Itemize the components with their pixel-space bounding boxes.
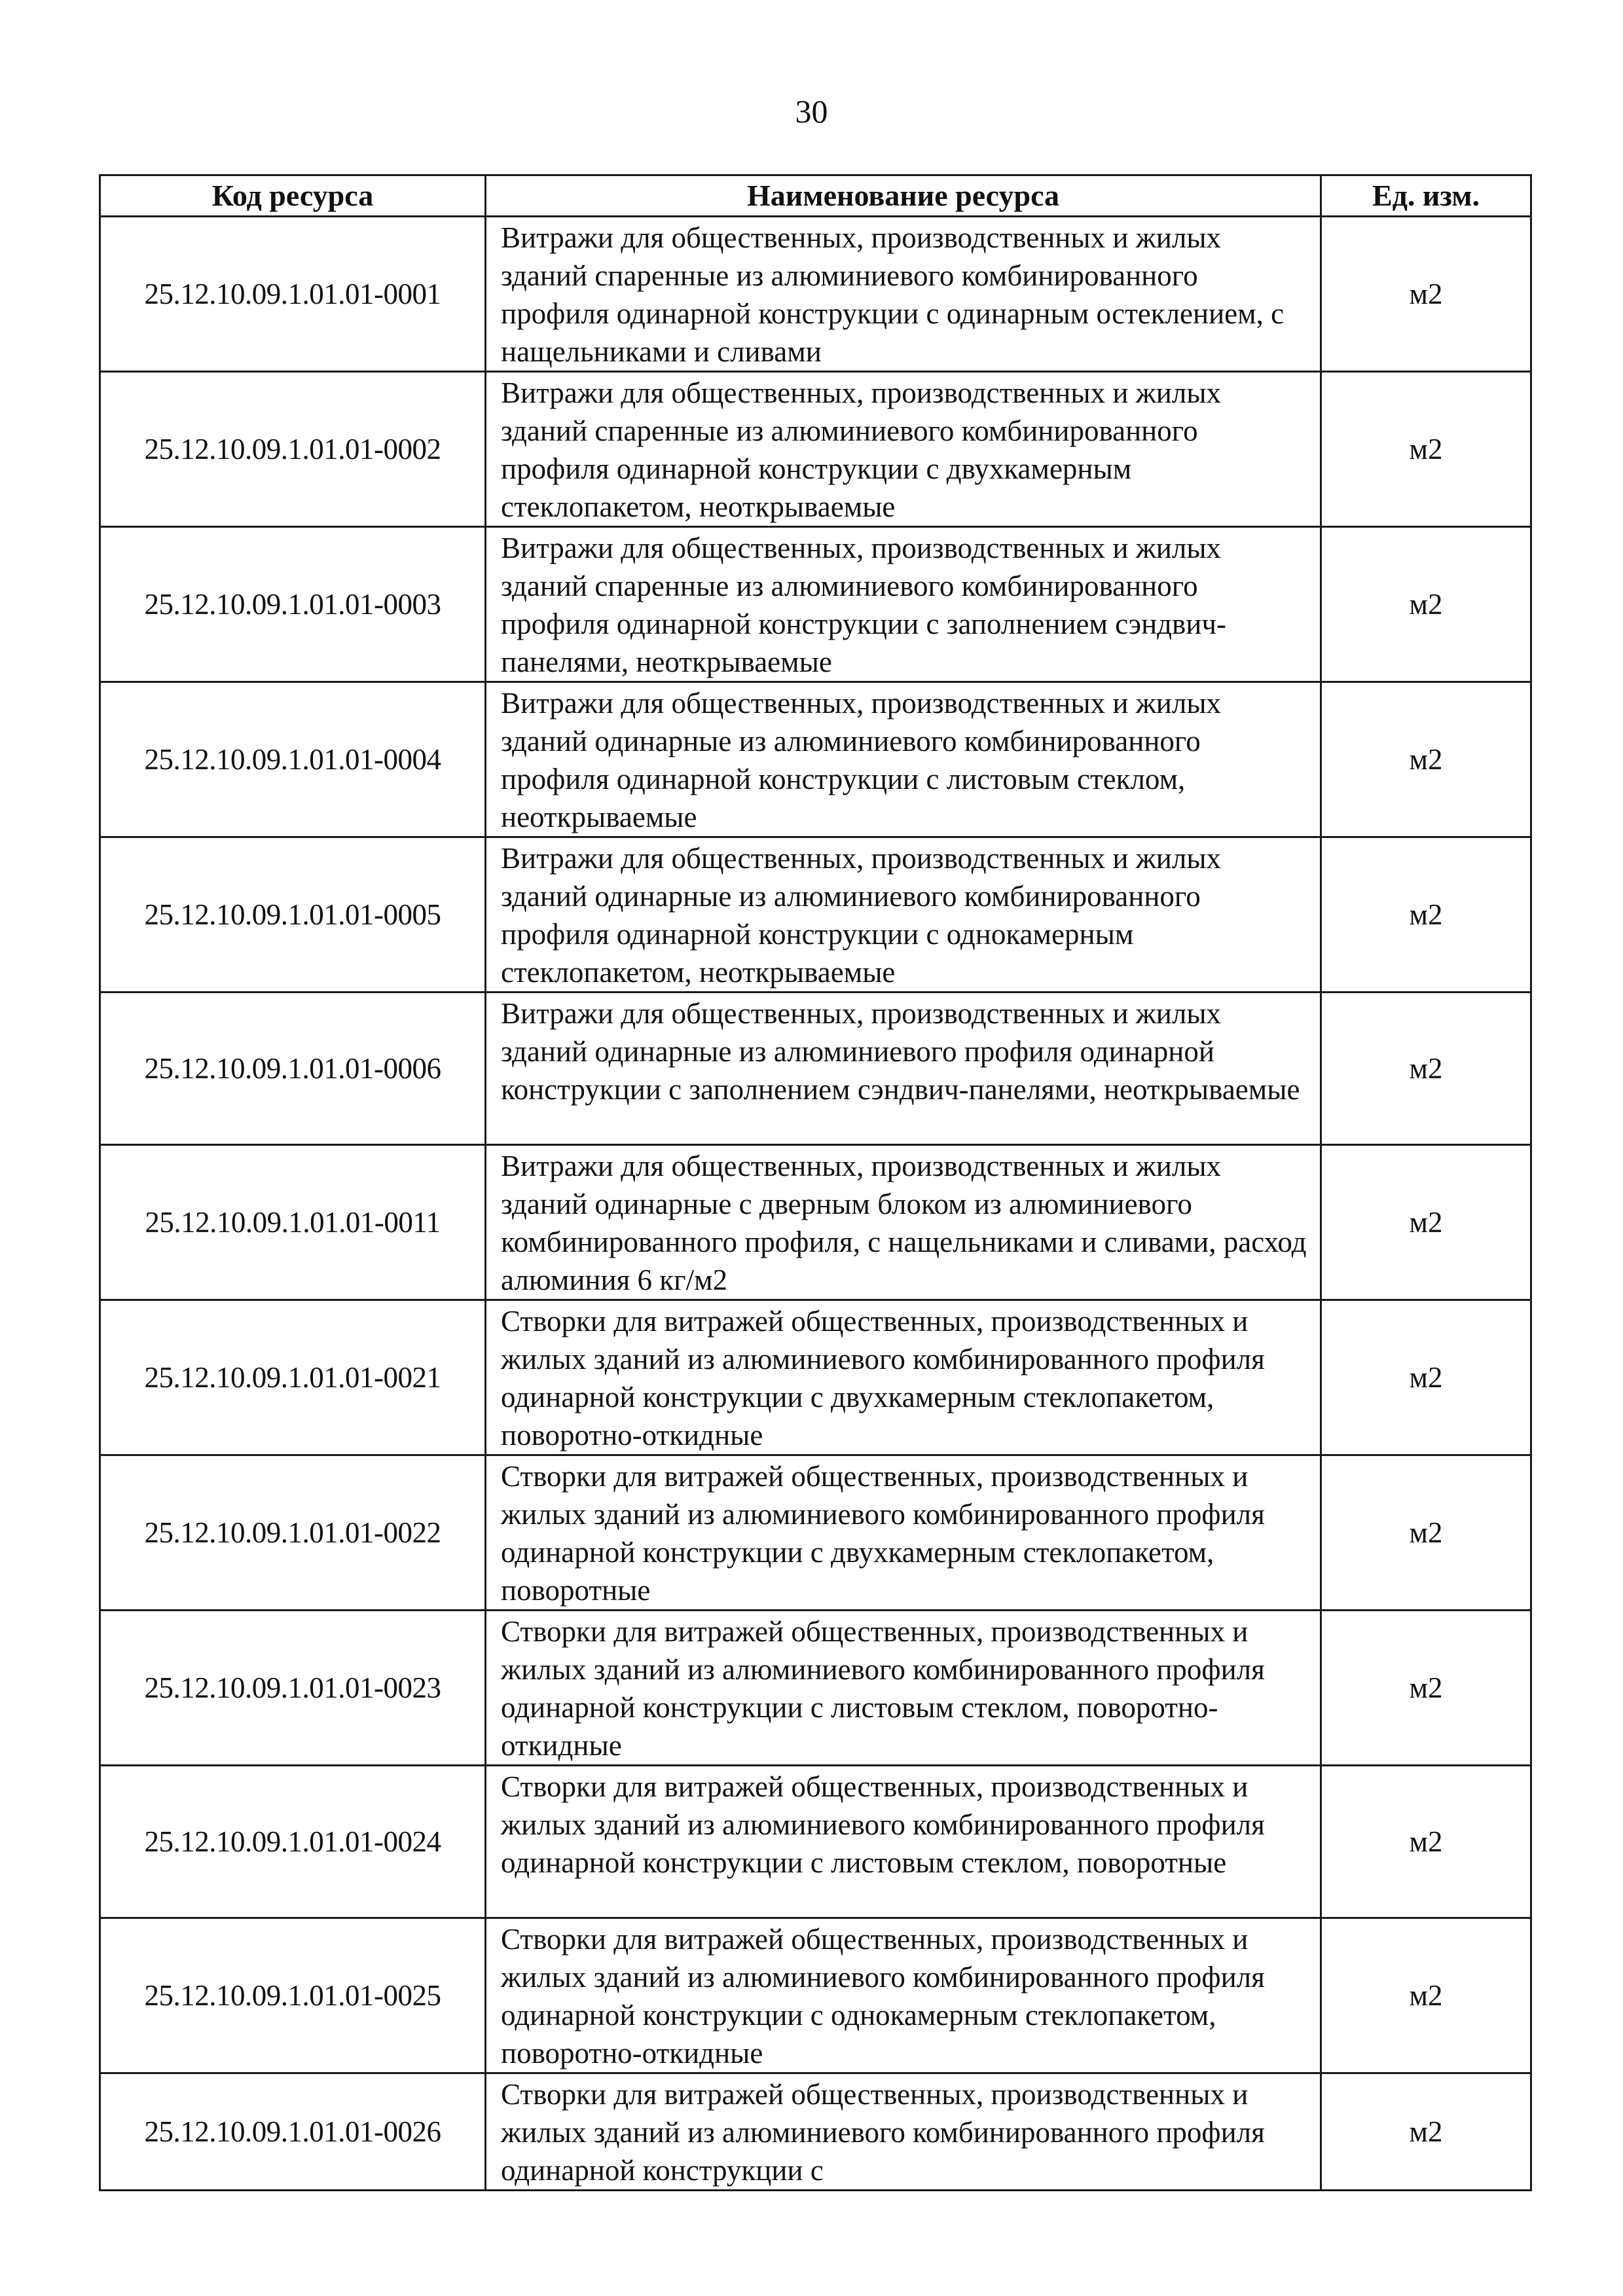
page-number: 30 [795, 93, 828, 130]
resource-code: 25.12.10.09.1.01.01-0025 [100, 1918, 486, 2073]
resource-name-cell [486, 2073, 1321, 2191]
table-row [100, 1300, 1531, 1455]
resource-name: Витражи для общественных, производственных и жилых зданий одинарные с дверным блоком из алюминиевого комбинированного профиля, с нащельниками и сливами, расход алюминия 6 кг/м2 [501, 1150, 1307, 1296]
resource-unit: м2 [1321, 1300, 1531, 1455]
resource-name: Створки для витражей общественных, производственных и жилых зданий из алюминиевого комбинированного профиля одинарной конструкции с двухкамерным стеклопакетом, поворотно-откидные [501, 1305, 1265, 1451]
table-row [100, 1918, 1531, 2073]
resource-unit: м2 [1321, 372, 1531, 527]
resource-code: 25.12.10.09.1.01.01-0021 [100, 1300, 486, 1455]
resource-name: Створки для витражей общественных, производственных и жилых зданий из алюминиевого комбинированного профиля одинарной конструкции с листовым стеклом, поворотные [501, 1770, 1265, 1879]
resource-name-cell [486, 1918, 1321, 2073]
table-row [100, 2073, 1531, 2191]
resource-code: 25.12.10.09.1.01.01-0011 [100, 1145, 486, 1300]
resource-code: 25.12.10.09.1.01.01-0006 [100, 993, 486, 1145]
table-row [100, 372, 1531, 527]
resource-code: 25.12.10.09.1.01.01-0001 [100, 217, 486, 372]
table-header [100, 175, 1531, 217]
resource-name-cell [486, 1300, 1321, 1455]
table-row [100, 1455, 1531, 1611]
table-row [100, 1145, 1531, 1300]
table-row [100, 837, 1531, 993]
header-code: Код ресурса [100, 175, 486, 217]
resource-code: 25.12.10.09.1.01.01-0002 [100, 372, 486, 527]
resource-code: 25.12.10.09.1.01.01-0004 [100, 682, 486, 837]
resource-name-cell [486, 682, 1321, 837]
resource-unit: м2 [1321, 527, 1531, 682]
resource-name-cell [486, 217, 1321, 372]
resource-name: Створки для витражей общественных, производственных и жилых зданий из алюминиевого комбинированного профиля одинарной конструкции с [501, 2078, 1265, 2187]
header-unit: Ед. изм. [1321, 175, 1531, 217]
table-body [100, 217, 1531, 2191]
resource-code: 25.12.10.09.1.01.01-0026 [100, 2073, 486, 2191]
table-row [100, 527, 1531, 682]
resource-name-cell [486, 1145, 1321, 1300]
resource-name: Створки для витражей общественных, производственных и жилых зданий из алюминиевого комбинированного профиля одинарной конструкции с листовым стеклом, поворотно-откидные [501, 1615, 1265, 1762]
resource-unit: м2 [1321, 1918, 1531, 2073]
table-row [100, 1611, 1531, 1766]
resource-name-cell [486, 837, 1321, 993]
resource-name: Витражи для общественных, производственных и жилых зданий одинарные из алюминиевого комбинированного профиля одинарной конструкции с однокамерным стеклопакетом, неоткрываемые [501, 842, 1222, 989]
resource-unit: м2 [1321, 1611, 1531, 1766]
resource-name: Створки для витражей общественных, производственных и жилых зданий из алюминиевого комбинированного профиля одинарной конструкции с двухкамерным стеклопакетом, поворотные [501, 1460, 1265, 1607]
resource-unit: м2 [1321, 682, 1531, 837]
resource-unit: м2 [1321, 1455, 1531, 1611]
resource-name-cell [486, 1455, 1321, 1611]
resource-code: 25.12.10.09.1.01.01-0003 [100, 527, 486, 682]
resource-unit: м2 [1321, 2073, 1531, 2191]
resource-code: 25.12.10.09.1.01.01-0022 [100, 1455, 486, 1611]
resource-unit: м2 [1321, 993, 1531, 1145]
table-row [100, 217, 1531, 372]
header-name: Наименование ресурса [486, 175, 1321, 217]
resource-code: 25.12.10.09.1.01.01-0024 [100, 1766, 486, 1918]
resource-name: Витражи для общественных, производственных и жилых зданий спаренные из алюминиевого комбинированного профиля одинарной конструкции с двухкамерным стеклопакетом, неоткрываемые [501, 376, 1222, 523]
resource-name-cell [486, 372, 1321, 527]
resource-unit: м2 [1321, 1766, 1531, 1918]
resource-code: 25.12.10.09.1.01.01-0023 [100, 1611, 486, 1766]
resource-name: Витражи для общественных, производственных и жилых зданий спаренные из алюминиевого комбинированного профиля одинарной конструкции с одинарным остеклением, с нащельниками и сливами [501, 221, 1285, 368]
resource-code: 25.12.10.09.1.01.01-0005 [100, 837, 486, 993]
table-row [100, 682, 1531, 837]
table-row [100, 993, 1531, 1145]
resource-name: Витражи для общественных, производственных и жилых зданий одинарные из алюминиевого профиля одинарной конструкции с заполнением сэндвич-панелями, неоткрываемые [501, 997, 1300, 1106]
resource-unit: м2 [1321, 837, 1531, 993]
resource-name: Витражи для общественных, производственных и жилых зданий спаренные из алюминиевого комбинированного профиля одинарной конструкции с заполнением сэндвич-панелями, неоткрываемые [501, 532, 1226, 678]
table-header-row [100, 175, 1531, 217]
resource-name-cell [486, 993, 1321, 1145]
resource-table [99, 174, 1532, 2191]
resource-name: Створки для витражей общественных, производственных и жилых зданий из алюминиевого комбинированного профиля одинарной конструкции с однокамерным стеклопакетом, поворотно-откидные [501, 1923, 1265, 2069]
resource-unit: м2 [1321, 1145, 1531, 1300]
resource-name-cell [486, 527, 1321, 682]
resource-unit: м2 [1321, 217, 1531, 372]
resource-name-cell [486, 1766, 1321, 1918]
resource-name: Витражи для общественных, производственных и жилых зданий одинарные из алюминиевого комбинированного профиля одинарной конструкции с листовым стеклом, неоткрываемые [501, 687, 1222, 833]
resource-name-cell [486, 1611, 1321, 1766]
table-row [100, 1766, 1531, 1918]
